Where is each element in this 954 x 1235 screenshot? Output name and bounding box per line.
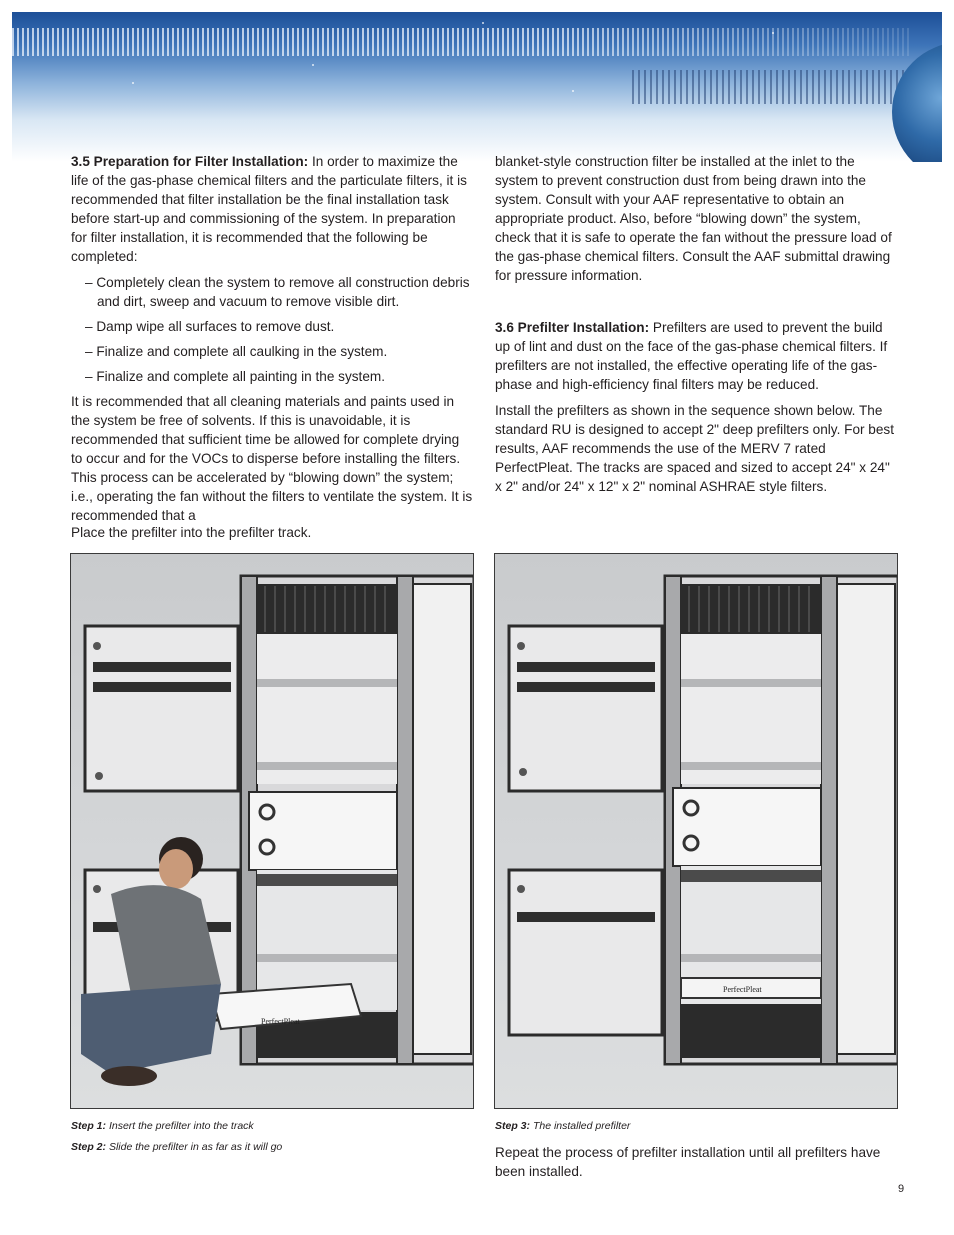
place-instruction: Place the prefilter into the prefilter track. bbox=[71, 525, 312, 540]
section-3-5-continued: blanket-style construction filter be installed at the inlet to the system to prevent construction dust from being drawn into the system. Consult with your AAF representative to obtain an appropriate product. Also, before “blowing down” the system, check that it is safe to operate the fan without the pressure load of the gas-phase chemical filters. Consult the AAF submittal drawing for pressure information. bbox=[495, 154, 892, 283]
cabinet-illustration-2 bbox=[495, 554, 898, 1109]
caption-step-1 bbox=[71, 1120, 254, 1132]
header-banner bbox=[12, 12, 942, 162]
photo-step-1-2 bbox=[70, 553, 474, 1109]
page-number: 9 bbox=[898, 1183, 905, 1195]
section-3-5-intro bbox=[71, 152, 473, 266]
section-3-6-para2: Install the prefilters as shown in the sequence shown below. The standard RU is designed to accept 2" deep prefilters only. For best results, AAF recommends the use of the MERV 7 rated PerfectPleat. The tracks are spaced and sized to accept 24" x 24" x 2" and/or 24" x 12" x 2" nominal ASHRAE style filters. bbox=[495, 403, 895, 494]
star-icon bbox=[312, 64, 314, 66]
filter-brand-label: PerfectPleat bbox=[261, 1017, 300, 1026]
star-icon bbox=[572, 90, 574, 92]
caption-step-2-label: Step 2: bbox=[71, 1141, 107, 1153]
section-3-5 bbox=[71, 152, 473, 532]
caption-step-3-text: The installed prefilter bbox=[532, 1120, 631, 1132]
list-item: – Finalize and complete all painting in the system. bbox=[85, 369, 385, 384]
caption-step-2 bbox=[71, 1141, 282, 1153]
list-item: – Completely clean the system to remove all construction debris and dirt, sweep and vacuum to remove visible dirt. bbox=[85, 275, 470, 309]
repeat-instruction: Repeat the process of prefilter installation until all prefilters have been installed. bbox=[495, 1145, 881, 1179]
caption-step-3-label: Step 3: bbox=[495, 1120, 531, 1132]
section-3-6-heading: 3.6 Prefilter Installation: bbox=[495, 320, 650, 335]
list-item: – Finalize and complete all caulking in the system. bbox=[85, 344, 388, 359]
cabinet-illustration-1 bbox=[71, 554, 474, 1109]
filter-brand-label: PerfectPleat bbox=[723, 985, 762, 994]
caption-step-2-text: Slide the prefilter in as far as it will go bbox=[108, 1141, 283, 1153]
section-3-6-intro-text: Prefilters are used to prevent the build up of lint and dust on the face of the gas-phase chemical filters. If prefilters are not installed, the effective operating life of the gas-phase and high-efficiency final filters may be reduced. bbox=[495, 320, 888, 392]
banner-stripes-dark bbox=[632, 70, 922, 104]
star-icon bbox=[132, 82, 134, 84]
right-column bbox=[495, 152, 899, 503]
earth-globe-icon bbox=[892, 42, 942, 162]
list-item: – Damp wipe all surfaces to remove dust. bbox=[85, 319, 335, 334]
banner-stripes bbox=[12, 28, 912, 56]
star-icon bbox=[772, 32, 774, 34]
section-3-6-intro bbox=[495, 318, 899, 394]
star-icon bbox=[482, 22, 484, 24]
section-3-5-para2: It is recommended that all cleaning materials and paints used in the system be free of solvents. If this is unavoidable, it is recommended that sufficient time be allowed for complete drying to occur and for the VOCs to disperse before installing the filters. This process can be accelerated by “blowing down” the system; i.e., operating the fan without the filters to ventilate the system. It is recommended that a bbox=[71, 394, 473, 523]
section-3-5-intro-text: In order to maximize the life of the gas-phase chemical filters and the particulate filters, it is recommended that filter installation be the final installation task before start-up and commissioning of the system. In preparation for filter installation, it is recommended that the following be completed: bbox=[71, 154, 467, 264]
caption-step-1-label: Step 1: bbox=[71, 1120, 107, 1132]
section-3-5-heading: 3.5 Preparation for Filter Installation: bbox=[71, 154, 309, 169]
caption-step-1-text: Insert the prefilter into the track bbox=[108, 1120, 254, 1132]
photo-step-3 bbox=[494, 553, 898, 1109]
caption-step-3 bbox=[495, 1120, 630, 1132]
